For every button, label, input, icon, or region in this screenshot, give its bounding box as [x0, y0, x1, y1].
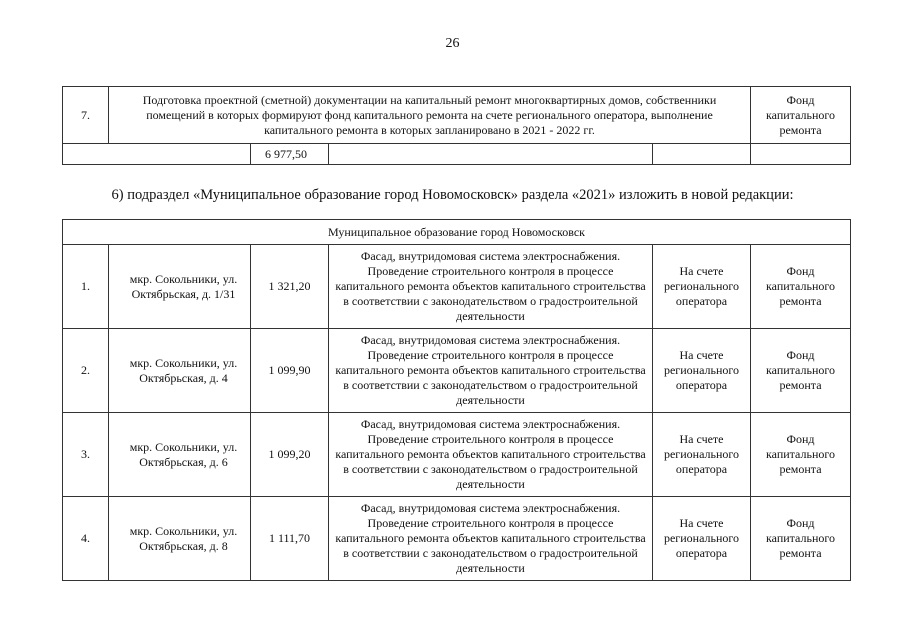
- paragraph-text: 6) подраздел «Муниципальное образование город Новомосковск» раздела «2021» изложить в новой редакции:: [111, 187, 794, 203]
- top-table: [62, 86, 851, 165]
- table-row: [63, 497, 851, 581]
- empty-cell: [329, 144, 653, 165]
- table-row: [63, 329, 851, 413]
- row-number: 4.: [63, 497, 109, 581]
- sum-value: 6 977,50: [251, 144, 329, 165]
- fund-cell: Фонд капитального ремонта: [751, 329, 851, 413]
- page-number: 26: [445, 36, 460, 51]
- address-cell: мкр. Сокольники, ул. Октябрьская, д. 1/31: [109, 245, 251, 329]
- fund-source: Фонд капитального ремонта: [751, 87, 851, 144]
- municipality-header: Муниципальное образование город Новомосковск: [63, 220, 851, 245]
- works-cell: Фасад, внутридомовая система электроснабжения. Проведение строительного контроля в процессе капитального ремонта объектов капитального строительства в соответствии с законодательством о градостроительной деятельности: [329, 413, 653, 497]
- table-row: [63, 245, 851, 329]
- works-cell: Фасад, внутридомовая система электроснабжения. Проведение строительного контроля в процессе капитального ремонта объектов капитального строительства в соответствии с законодательством о градостроительной деятельности: [329, 497, 653, 581]
- cost-cell: 1 321,20: [251, 245, 329, 329]
- fund-cell: Фонд капитального ремонта: [751, 497, 851, 581]
- table-row: [63, 413, 851, 497]
- account-cell: На счете регионального оператора: [653, 497, 751, 581]
- row-number: 3.: [63, 413, 109, 497]
- row-number: 2.: [63, 329, 109, 413]
- main-table: [62, 219, 851, 581]
- works-cell: Фасад, внутридомовая система электроснабжения. Проведение строительного контроля в процессе капитального ремонта объектов капитального строительства в соответствии с законодательством о градостроительной деятельности: [329, 329, 653, 413]
- fund-cell: Фонд капитального ремонта: [751, 245, 851, 329]
- address-cell: мкр. Сокольники, ул. Октябрьская, д. 4: [109, 329, 251, 413]
- account-cell: На счете регионального оператора: [653, 413, 751, 497]
- table-header-row: [63, 220, 851, 245]
- address-cell: мкр. Сокольники, ул. Октябрьская, д. 8: [109, 497, 251, 581]
- address-cell: мкр. Сокольники, ул. Октябрьская, д. 6: [109, 413, 251, 497]
- empty-cell: [751, 144, 851, 165]
- cost-cell: 1 111,70: [251, 497, 329, 581]
- fund-cell: Фонд капитального ремонта: [751, 413, 851, 497]
- empty-cell: [653, 144, 751, 165]
- cost-cell: 1 099,20: [251, 413, 329, 497]
- row-number: 7.: [63, 87, 109, 144]
- row-number: 1.: [63, 245, 109, 329]
- account-cell: На счете регионального оператора: [653, 329, 751, 413]
- table-row: [63, 87, 851, 144]
- account-cell: На счете регионального оператора: [653, 245, 751, 329]
- row-description: Подготовка проектной (сметной) документации на капитальный ремонт многоквартирных домов, собственники помещений в которых формируют фонд капитального ремонта на счете регионального оператора, выполнение капитального ремонта в которых запланировано в 2021 - 2022 гг.: [109, 87, 751, 144]
- empty-cell: [63, 144, 251, 165]
- table-row: [63, 144, 851, 165]
- works-cell: Фасад, внутридомовая система электроснабжения. Проведение строительного контроля в процессе капитального ремонта объектов капитального строительства в соответствии с законодательством о градостроительной деятельности: [329, 245, 653, 329]
- cost-cell: 1 099,90: [251, 329, 329, 413]
